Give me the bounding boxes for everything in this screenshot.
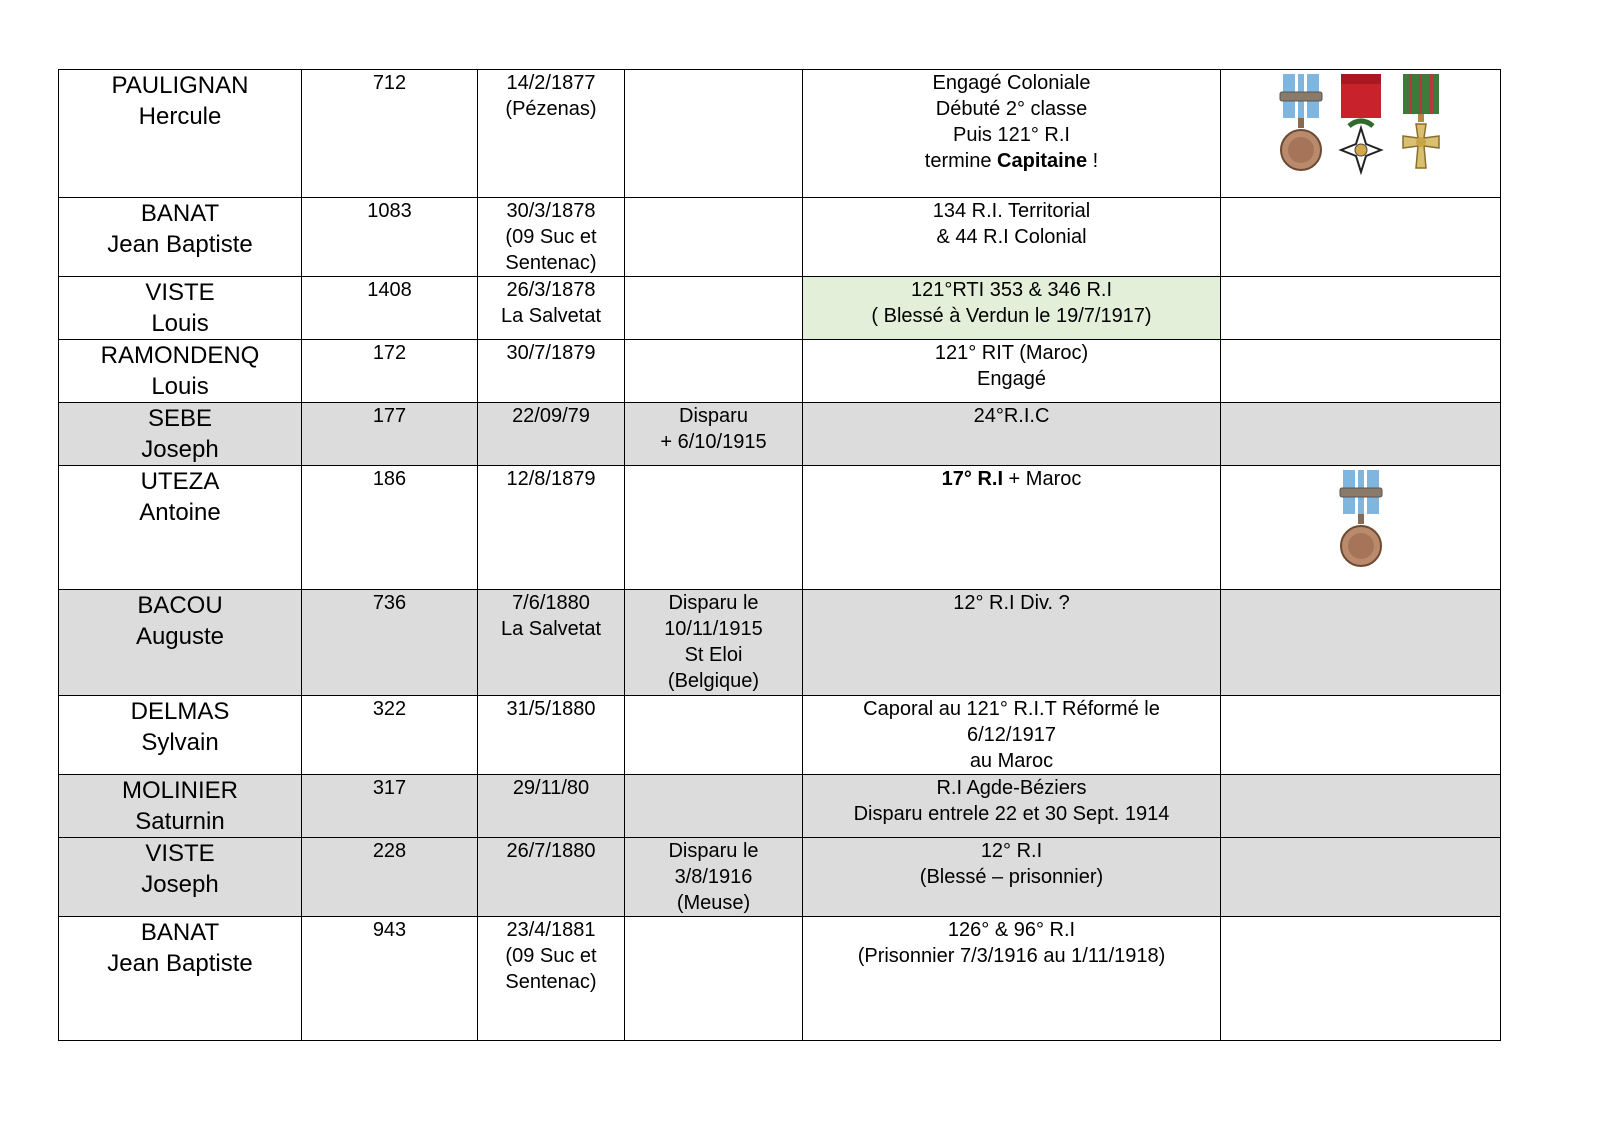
service-text: Débuté 2° classe [935,98,1088,120]
soldier-name-cell [59,340,302,403]
service-line [803,70,1220,96]
service-cell [803,775,1221,838]
medals-cell [1221,403,1501,466]
service-line [803,722,1220,748]
service-cell [803,590,1221,696]
registration-number: 177 [372,405,407,427]
birth-cell [478,340,625,403]
fate-cell [625,340,803,403]
medals-cell [1221,775,1501,838]
soldier-row [59,590,1501,696]
croix-de-guerre-icon [1395,72,1447,180]
birth-line: 12/8/1879 [506,468,596,490]
service-text: Caporal au 121° R.I.T Réformé le [863,698,1160,720]
service-text: Disparu entrele 22 et 30 Sept. 1914 [853,803,1170,825]
service-line [803,943,1220,969]
first-name: Joseph [141,871,219,898]
fate-line: + 6/10/1915 [660,431,767,453]
birth-line: (09 Suc et [505,945,597,967]
service-emphasis: 17° R.I [941,468,1003,490]
service-text: 24°R.I.C [973,405,1050,427]
fate-line: (Meuse) [676,892,751,914]
soldier-name-cell [59,775,302,838]
birth-line: (Pézenas) [505,98,597,120]
service-cell [803,466,1221,590]
registration-number: 186 [372,468,407,490]
birth-line: La Salvetat [500,305,602,327]
fate-line: 3/8/1916 [674,866,753,888]
medals-cell [1221,70,1501,198]
fate-cell [625,590,803,696]
birth-cell [478,403,625,466]
medal-group [1221,70,1500,180]
legion-honneur-icon [1335,72,1387,180]
birth-line: 26/7/1880 [506,840,596,862]
surname: SEBE [147,405,213,432]
service-cell [803,917,1221,1041]
soldier-name-cell [59,838,302,917]
surname: RAMONDENQ [100,342,260,369]
service-cell [803,198,1221,277]
soldier-row [59,775,1501,838]
service-cell [803,277,1221,340]
registration-number-cell [302,466,478,590]
medal-group [1221,466,1500,576]
first-name: Jean Baptiste [107,950,253,977]
service-line [803,917,1220,943]
first-name: Saturnin [135,808,225,835]
birth-line: 30/7/1879 [506,342,596,364]
birth-cell [478,775,625,838]
soldier-name-cell [59,696,302,775]
service-line [803,122,1220,148]
service-text: ! [1087,150,1099,172]
medals-cell [1221,590,1501,696]
fate-line: (Belgique) [667,670,760,692]
medals-cell [1221,838,1501,917]
service-line [803,696,1220,722]
registration-number: 1408 [367,279,412,301]
service-cell [803,70,1221,198]
service-text: 134 R.I. Territorial [932,200,1091,222]
service-text: 6/12/1917 [967,724,1056,746]
service-line [803,366,1220,392]
surname: BACOU [137,592,223,619]
service-line [803,340,1220,366]
service-line [803,864,1220,890]
medals-cell [1221,466,1501,590]
registration-number-cell [302,403,478,466]
registration-number-cell [302,340,478,403]
service-emphasis: Capitaine [997,150,1088,172]
birth-line: Sentenac) [505,971,597,993]
medals-cell [1221,340,1501,403]
birth-line: 23/4/1881 [506,919,596,941]
birth-line: Sentenac) [505,252,597,274]
service-line [803,590,1220,616]
birth-cell [478,696,625,775]
service-line [803,224,1220,250]
medals-cell [1221,277,1501,340]
service-line [803,801,1220,827]
registration-number-cell [302,696,478,775]
soldier-row [59,277,1501,340]
first-name: Sylvain [141,729,219,756]
soldier-row [59,198,1501,277]
registration-number: 1083 [367,200,412,222]
birth-cell [478,466,625,590]
surname: VISTE [145,279,215,306]
soldier-name-cell [59,277,302,340]
medals-cell [1221,198,1501,277]
birth-cell [478,590,625,696]
registration-number: 712 [372,72,407,94]
surname: UTEZA [140,468,220,495]
soldier-row [59,340,1501,403]
birth-cell [478,70,625,198]
fate-line: 10/11/1915 [664,618,763,640]
service-line [803,466,1220,492]
fate-cell [625,917,803,1041]
fate-cell [625,70,803,198]
birth-line: 22/09/79 [512,405,590,427]
medals-cell [1221,917,1501,1041]
birth-line: 30/3/1878 [506,200,596,222]
service-cell [803,838,1221,917]
first-name: Antoine [139,499,221,526]
surname: DELMAS [130,698,230,725]
colonial-medal-icon [1275,72,1327,180]
soldier-name-cell [59,466,302,590]
surname: BANAT [140,200,220,227]
registration-number: 172 [372,342,407,364]
service-cell [803,696,1221,775]
birth-line: 31/5/1880 [506,698,596,720]
fate-line: St Eloi [684,644,743,666]
service-text: ( Blessé à Verdun le 19/7/1917) [871,305,1152,327]
medals-cell [1221,696,1501,775]
registration-number: 317 [372,777,407,799]
registration-number-cell [302,70,478,198]
first-name: Joseph [141,436,219,463]
service-text: (Blessé – prisonnier) [919,866,1104,888]
soldier-row [59,917,1501,1041]
service-text: Puis 121° R.I [953,124,1070,146]
registration-number-cell [302,590,478,696]
first-name: Auguste [135,623,225,650]
surname: BANAT [140,919,220,946]
birth-line: (09 Suc et [505,226,597,248]
soldier-row [59,838,1501,917]
service-line [803,303,1220,329]
service-text: 12° R.I Div. ? [953,592,1070,614]
fate-cell [625,696,803,775]
service-text: 126° & 96° R.I [947,919,1076,941]
soldier-row [59,466,1501,590]
service-line [803,148,1220,174]
service-text: + Maroc [1003,468,1082,490]
registration-number-cell [302,198,478,277]
birth-cell [478,277,625,340]
soldier-name-cell [59,70,302,198]
surname: MOLINIER [121,777,238,804]
registration-number-cell [302,277,478,340]
service-line [803,838,1220,864]
soldier-name-cell [59,198,302,277]
first-name: Louis [151,310,209,337]
surname: VISTE [145,840,215,867]
service-text: (Prisonnier 7/3/1916 au 1/11/1918) [857,945,1166,967]
fate-cell [625,403,803,466]
service-line [803,775,1220,801]
birth-line: La Salvetat [500,618,602,640]
service-line [803,198,1220,224]
soldier-roster-table [58,69,1501,1041]
service-text: 12° R.I [980,840,1043,862]
birth-cell [478,917,625,1041]
service-cell [803,403,1221,466]
service-text: R.I Agde-Béziers [936,777,1087,799]
birth-cell [478,838,625,917]
service-text: 121°RTI 353 & 346 R.I [910,279,1113,301]
service-cell [803,340,1221,403]
first-name: Jean Baptiste [107,231,253,258]
birth-line: 26/3/1878 [506,279,596,301]
registration-number-cell [302,775,478,838]
fate-line: Disparu le [668,592,759,614]
first-name: Louis [151,373,209,400]
soldier-row [59,403,1501,466]
registration-number: 322 [372,698,407,720]
registration-number: 943 [372,919,407,941]
fate-line: Disparu le [668,840,759,862]
registration-number-cell [302,917,478,1041]
service-line [803,748,1220,774]
soldier-name-cell [59,917,302,1041]
soldier-name-cell [59,590,302,696]
soldier-row [59,70,1501,198]
birth-line: 7/6/1880 [512,592,590,614]
fate-cell [625,838,803,917]
fate-cell [625,277,803,340]
registration-number: 736 [372,592,407,614]
birth-line: 29/11/80 [512,777,590,799]
birth-cell [478,198,625,277]
service-line [803,96,1220,122]
fate-cell [625,775,803,838]
service-line [803,277,1220,303]
service-text: Engagé [977,368,1046,390]
soldier-row [59,696,1501,775]
birth-line: 14/2/1877 [506,72,596,94]
surname: PAULIGNAN [111,72,249,99]
service-text: 121° RIT (Maroc) [934,342,1089,364]
fate-line: Disparu [679,405,748,427]
service-text: au Maroc [969,750,1054,772]
service-text: & 44 R.I Colonial [936,226,1087,248]
service-text: Engagé Coloniale [932,72,1091,94]
colonial-medal-icon [1335,468,1387,576]
registration-number-cell [302,838,478,917]
fate-cell [625,466,803,590]
fate-cell [625,198,803,277]
roster-body [59,70,1501,1041]
registration-number: 228 [372,840,407,862]
service-line [803,403,1220,429]
first-name: Hercule [138,103,222,130]
soldier-name-cell [59,403,302,466]
service-text: termine [924,150,998,172]
